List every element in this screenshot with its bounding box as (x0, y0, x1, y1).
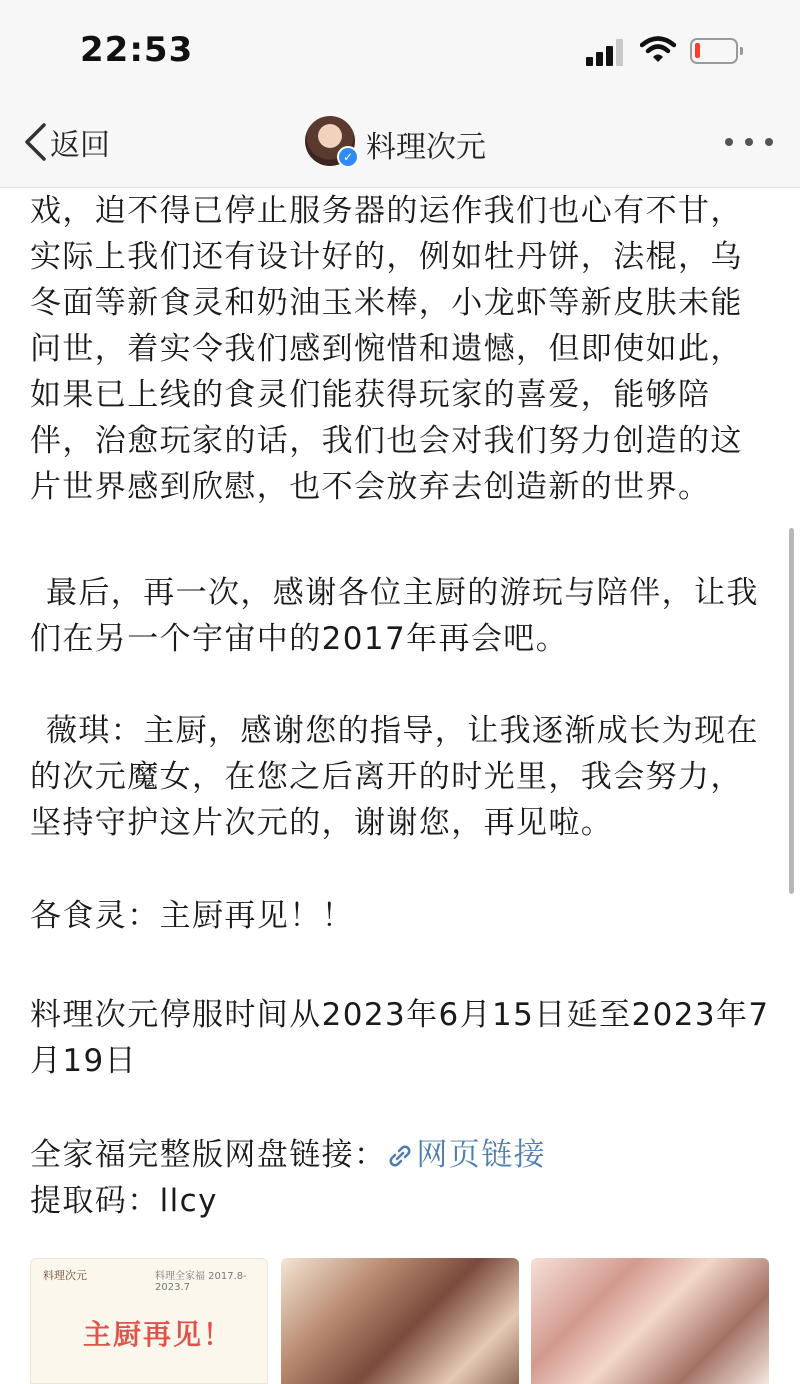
verified-badge-icon: ✓ (337, 146, 359, 168)
thumbnail-headline: 主厨再见！ (83, 1318, 234, 1351)
scrollbar[interactable] (789, 528, 794, 894)
battery-icon (690, 38, 738, 64)
more-options-button[interactable] (725, 126, 775, 156)
post-paragraph: 各食灵：主厨再见！！ (30, 898, 354, 934)
link-line (30, 1132, 770, 1178)
account-name[interactable]: 料理次元 (366, 130, 486, 165)
image-thumbnail[interactable] (30, 1258, 268, 1384)
post-paragraph: 薇琪：主厨，感谢您的指导，让我逐渐成长为现在的次元魔女，在您之后离开的时光里，我会努力，坚持守护这片次元的，谢谢您，再见啦。 (30, 713, 759, 841)
battery-level (695, 43, 700, 58)
thumbnail-meta: 料理全家福 2017.8-2023.7 (155, 1271, 247, 1293)
post-content (0, 188, 800, 1384)
thumbnail-logo: 料理次元 (43, 1269, 87, 1282)
wifi-icon (640, 36, 676, 64)
post-paragraph: 最后，再一次，感谢各位主厨的游玩与陪伴，让我们在另一个宇宙中的2017年再会吧。 (30, 575, 759, 657)
link-icon (386, 1144, 414, 1168)
extract-code: 提取码：llcy (30, 1183, 218, 1219)
status-bar (0, 0, 800, 100)
web-link[interactable] (386, 1137, 546, 1173)
image-thumbnail[interactable] (281, 1258, 519, 1384)
status-time: 22:53 (80, 30, 194, 70)
link-prefix: 全家福完整版网盘链接： (30, 1137, 387, 1173)
back-label: 返回 (50, 128, 110, 163)
image-thumbnail[interactable] (531, 1258, 769, 1384)
cellular-signal-icon (586, 38, 626, 66)
post-paragraph: 戏，迫不得已停止服务器的运作我们也心有不甘，实际上我们还有设计好的，例如牡丹饼，法棍，乌冬面等新食灵和奶油玉米棒，小龙虾等新皮肤未能问世，着实令我们感到惋惜和遗憾，但即使如此，如果已上线的食灵们能获得玩家的喜爱，能够陪伴，治愈玩家的话，我们也会对我们努力创造的这片世界感到欣慰，也不会放弃去创造新的世界。 (30, 193, 743, 505)
link-text: 网页链接 (416, 1137, 547, 1173)
account-avatar[interactable] (305, 116, 355, 166)
post-paragraph: 料理次元停服时间从2023年6月15日延至2023年7月19日 (30, 997, 770, 1079)
chevron-left-icon (22, 122, 48, 162)
back-button[interactable] (22, 120, 110, 164)
nav-bar (0, 100, 800, 188)
